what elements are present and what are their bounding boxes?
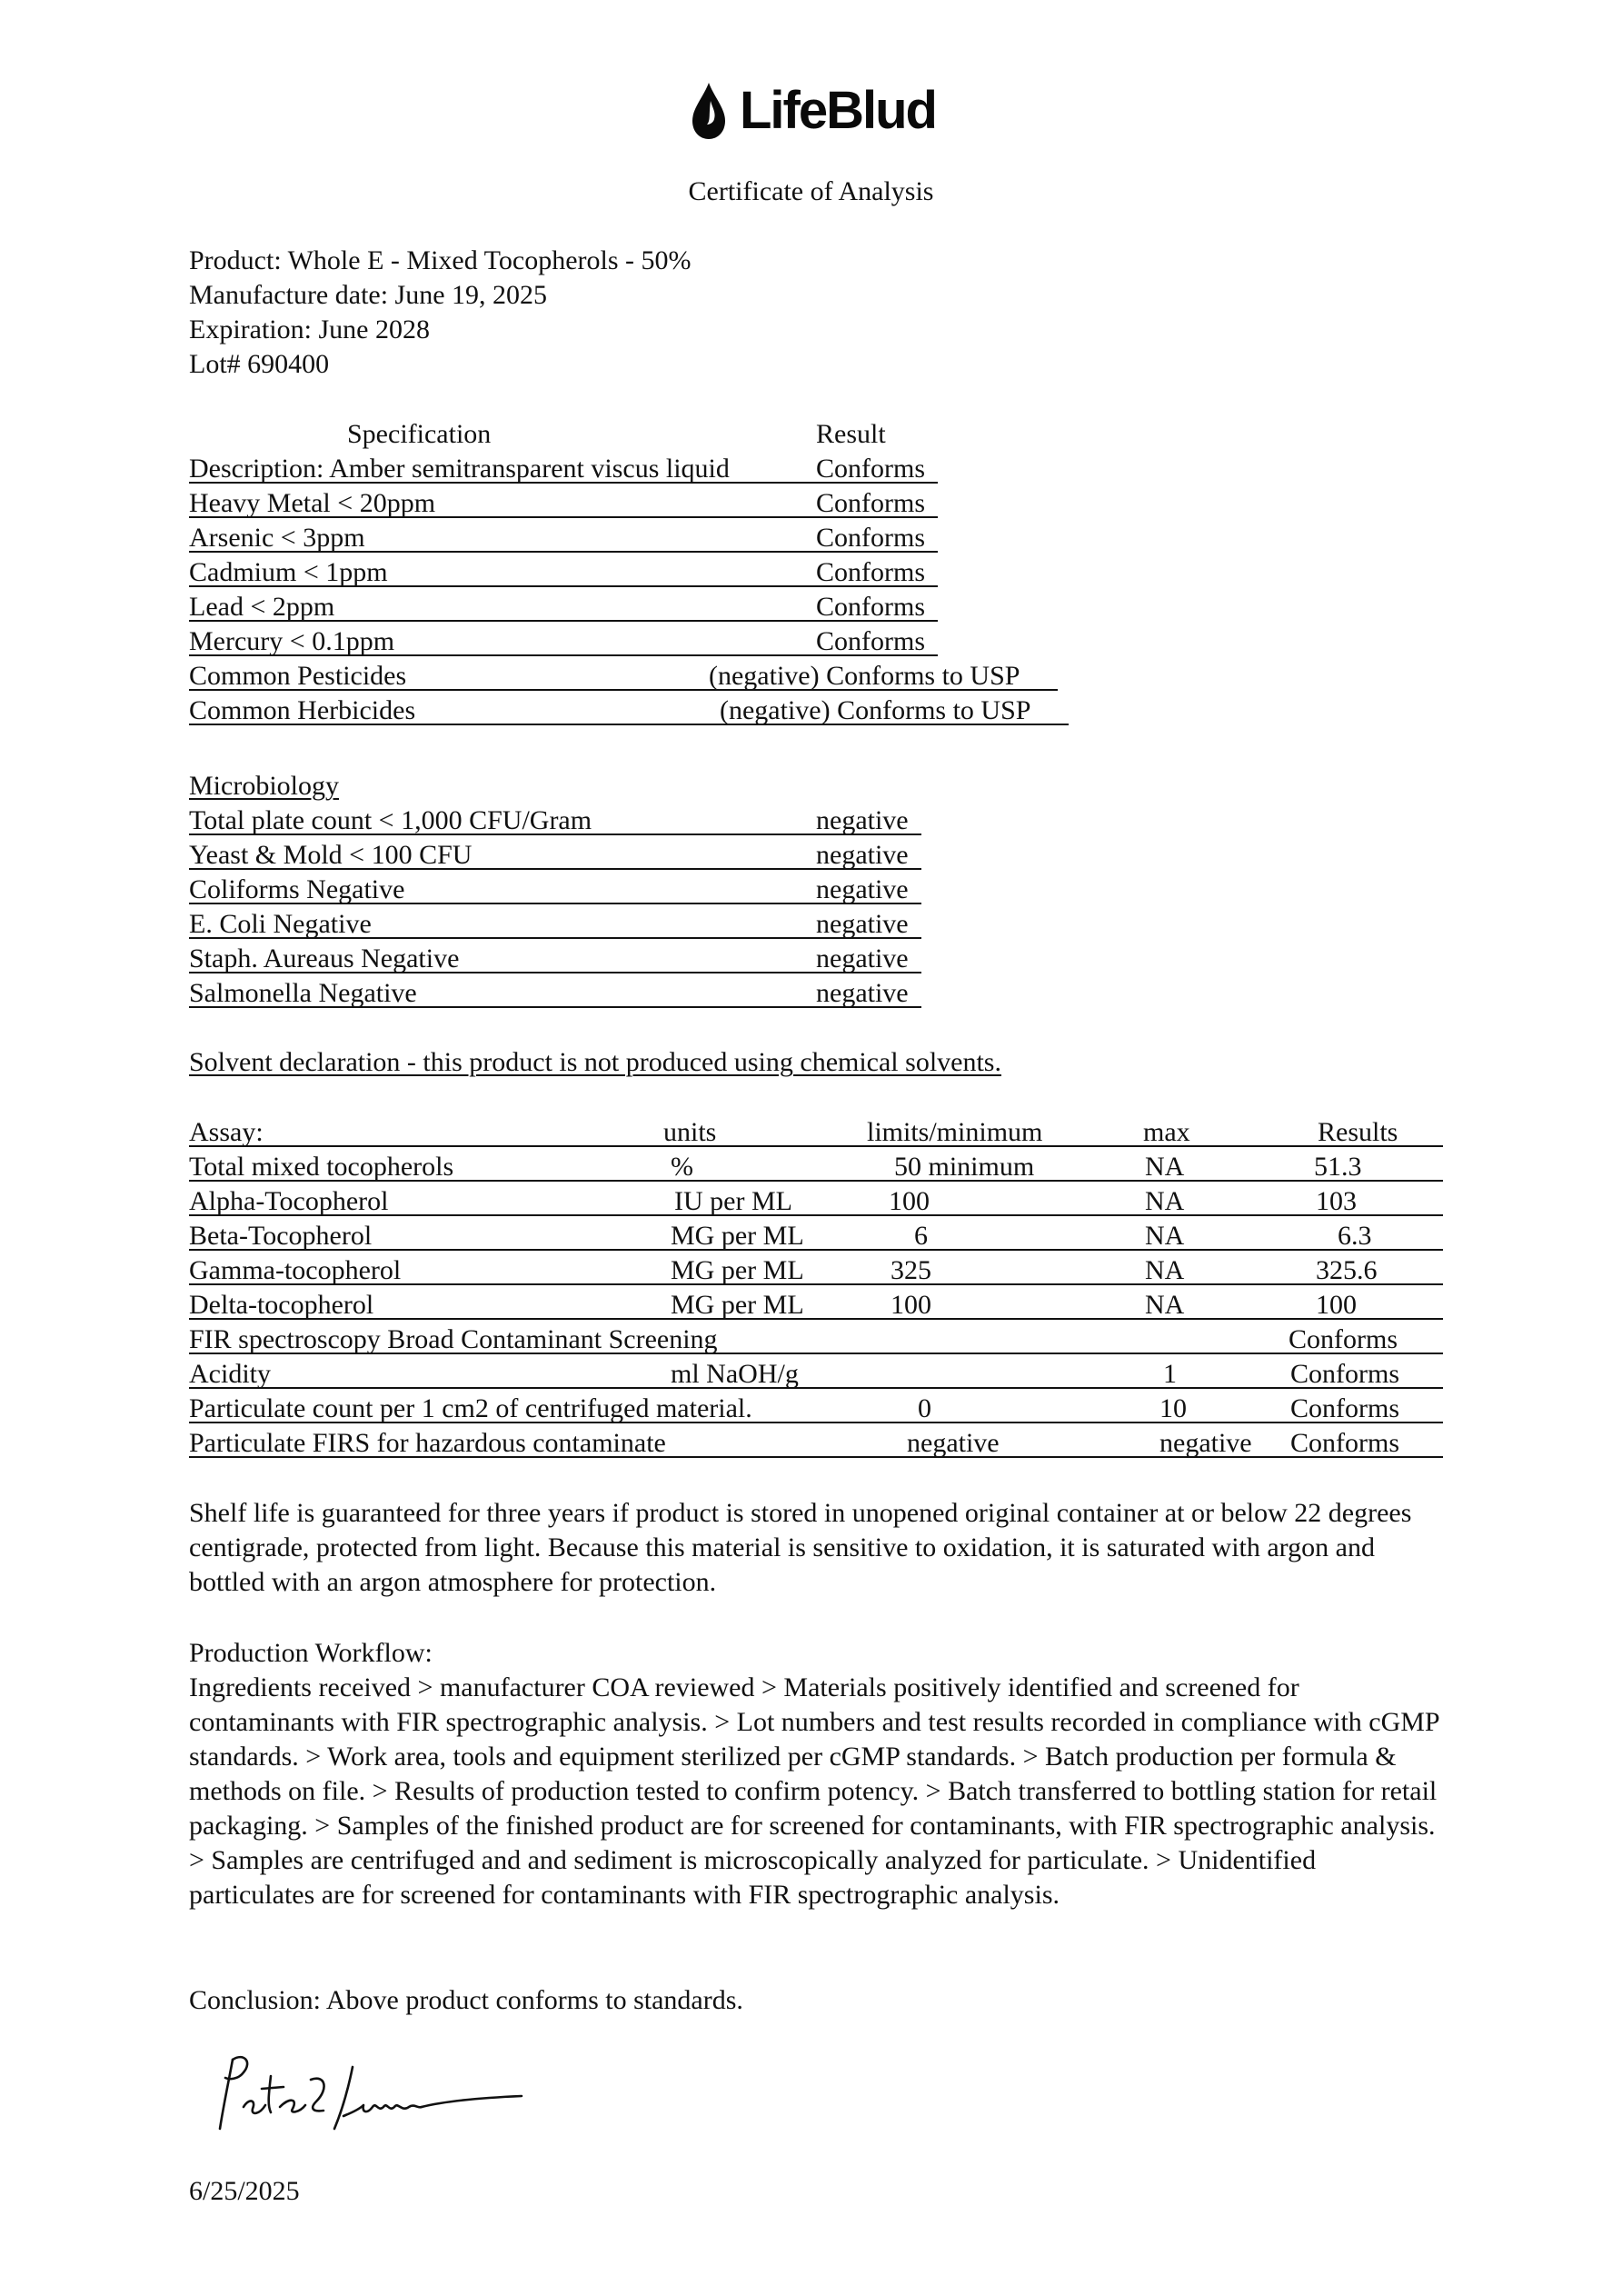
result-cell: (negative) Conforms to USP [720,695,1031,725]
table-row [189,976,1098,1011]
assay-cell: Particulate count per 1 cm2 of centrifuged material. [189,1393,752,1423]
table-row [189,1323,1443,1357]
assay-cell: Total mixed tocopherols [189,1152,454,1182]
expiration-date: Expiration: June 2028 [189,314,430,344]
units-cell: MG per ML [671,1221,804,1251]
result-cell: (negative) Conforms to USP [709,661,1020,691]
results-cell: 100 [1316,1290,1357,1320]
results-header: Results [1318,1117,1398,1147]
workflow-paragraph: Ingredients received > manufacturer COA reviewed > Materials positively identified and screened for contaminants with FIR spectrographic analysis. > Lot numbers and test results recorded in compliance with cGMP standards. > Work area, tools and equipment sterilized per cGMP standards. > Batch production per formula & methods on file. > Results of production tested to confirm potency. > Batch transferred to bottling station for retail packaging. > Samples of the finished product are for screened for contaminants, with FIR spectrographic analysis. > Samples are centrifuged and and sediment is microscopically analyzed for particulate. > Unidentified particulates are for screened for contaminants with FIR spectrographic analysis. [189,1672,1439,1910]
spec-cell: Cadmium < 1ppm [189,557,388,587]
table-row [189,804,1098,838]
spec-cell: Staph. Aureaus Negative [189,943,460,973]
result-cell: negative [816,909,909,939]
brand-logo [691,75,936,147]
max-cell: NA [1145,1290,1185,1320]
solvent-declaration: Solvent declaration - this product is not produced using chemical solvents. [189,1047,1001,1077]
spec-cell: E. Coli Negative [189,909,372,939]
table-row [189,590,1098,624]
results-cell: 325.6 [1316,1255,1378,1285]
shelf-life-paragraph: Shelf life is guaranteed for three years if product is stored in unopened original container at or below 22 degrees centigrade, protected from light. Because this material is sensitive to oxidation, it is saturated with argon and bottled with an argon atmosphere for protection. [189,1498,1412,1597]
table-row [189,659,1098,694]
limits-cell: 0 [918,1393,931,1423]
max-cell: NA [1145,1186,1185,1216]
result-cell: Conforms [816,557,925,587]
spec-header: Specification [347,419,492,449]
limits-cell: 100 [889,1186,930,1216]
assay-header-row [189,1115,1443,1150]
results-cell: Conforms [1290,1359,1399,1389]
units-header: units [663,1117,717,1147]
table-row [189,1150,1443,1184]
table-row [189,694,1098,728]
table-row [189,1219,1443,1253]
limits-header: limits/minimum [867,1117,1043,1147]
result-cell: negative [816,805,909,835]
max-cell: 1 [1163,1359,1177,1389]
assay-header: Assay: [189,1117,264,1147]
table-row [189,907,1098,942]
table-row [189,486,1098,521]
limits-cell: 325 [891,1255,931,1285]
results-cell: Conforms [1290,1428,1399,1458]
spec-cell: Yeast & Mold < 100 CFU [189,840,473,870]
spec-cell: Coliforms Negative [189,874,405,904]
units-cell: ml NaOH/g [671,1359,799,1389]
blood-drop-icon [691,81,727,141]
result-cell: negative [816,874,909,904]
max-cell: 10 [1159,1393,1187,1423]
result-cell: negative [816,840,909,870]
assay-cell: Alpha-Tocopherol [189,1186,389,1216]
assay-cell: Delta-tocopherol [189,1290,374,1320]
assay-cell: Particulate FIRS for hazardous contaminate [189,1428,666,1458]
table-row [189,1253,1443,1288]
assay-cell: Gamma-tocopherol [189,1255,402,1285]
result-cell: negative [816,978,909,1008]
table-row [189,1392,1443,1426]
result-cell: Conforms [816,488,925,518]
spec-cell: Common Herbicides [189,695,416,725]
table-row [189,873,1098,907]
results-cell: Conforms [1290,1393,1399,1423]
result-cell: Conforms [816,523,925,553]
spec-cell: Description: Amber semitransparent viscus liquid [189,454,730,484]
lot-number: Lot# 690400 [189,349,330,379]
max-cell: negative [1159,1428,1252,1458]
spec-cell: Heavy Metal < 20ppm [189,488,436,518]
table-row [189,1357,1443,1392]
conclusion: Conclusion: Above product conforms to standards. [189,1985,743,2015]
table-row [189,942,1098,976]
result-header: Result [816,419,886,449]
max-cell: NA [1145,1255,1185,1285]
manufacture-date: Manufacture date: June 19, 2025 [189,280,548,310]
brand-name: LifeBlud [740,81,936,140]
spec-cell: Mercury < 0.1ppm [189,626,395,656]
workflow-heading: Production Workflow: [189,1638,433,1668]
result-cell: Conforms [816,454,925,484]
limits-cell: 6 [914,1221,928,1251]
results-cell: 51.3 [1314,1152,1362,1182]
spec-cell: Total plate count < 1,000 CFU/Gram [189,805,592,835]
table-row [189,1426,1443,1461]
limits-cell: 100 [891,1290,931,1320]
max-cell: NA [1145,1221,1185,1251]
table-row [189,624,1098,659]
table-row [189,521,1098,555]
signature-icon [216,2052,525,2152]
limits-cell: negative [907,1428,1000,1458]
product-line: Product: Whole E - Mixed Tocopherols - 50% [189,245,692,275]
units-cell: % [671,1152,693,1182]
max-cell: NA [1145,1152,1185,1182]
max-header: max [1143,1117,1190,1147]
spec-cell: Arsenic < 3ppm [189,523,365,553]
spec-cell: Common Pesticides [189,661,407,691]
assay-cell: FIR spectroscopy Broad Contaminant Screening [189,1324,718,1354]
units-cell: MG per ML [671,1290,804,1320]
assay-cell: Acidity [189,1359,271,1389]
units-cell: MG per ML [671,1255,804,1285]
table-row [189,838,1098,873]
limits-cell: 50 minimum [894,1152,1035,1182]
signature-date: 6/25/2025 [189,2176,300,2206]
results-cell: 103 [1316,1186,1357,1216]
document-title: Certificate of Analysis [688,176,934,206]
table-row [189,452,1098,486]
spec-cell: Lead < 2ppm [189,592,335,622]
spec-cell: Salmonella Negative [189,978,417,1008]
table-row [189,1288,1443,1323]
results-cell: 6.3 [1338,1221,1372,1251]
result-cell: negative [816,943,909,973]
table-row [189,555,1098,590]
results-cell: Conforms [1289,1324,1398,1354]
result-cell: Conforms [816,626,925,656]
assay-cell: Beta-Tocopherol [189,1221,373,1251]
microbiology-heading: Microbiology [189,771,339,801]
table-row [189,1184,1443,1219]
units-cell: IU per ML [674,1186,792,1216]
result-cell: Conforms [816,592,925,622]
